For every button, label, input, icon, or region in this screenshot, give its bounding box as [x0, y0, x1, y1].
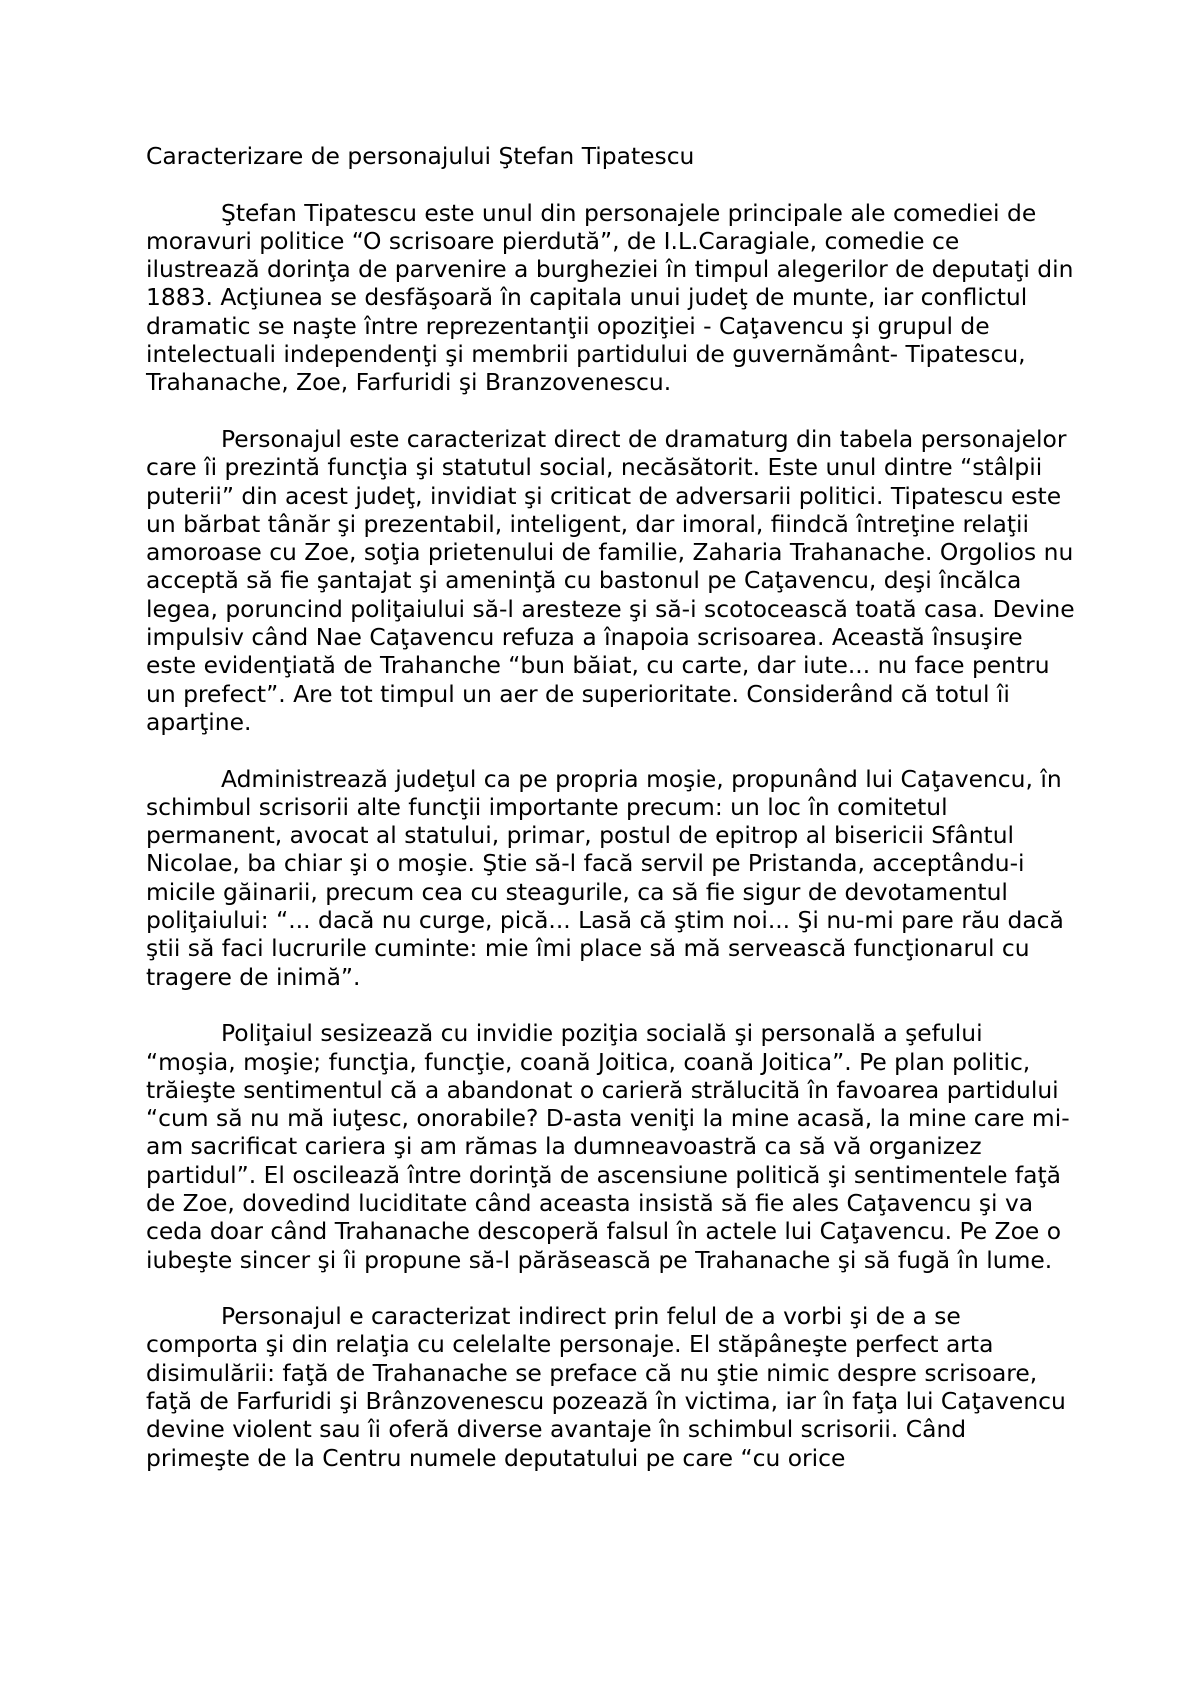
document-title: Caracterizare de personajului Ştefan Tipatescu	[146, 142, 695, 170]
paragraph-3: Administrează judeţul ca pe propria moşie, propunând lui Caţavencu, în schimbul scrisorii alte funcţii importante precum: un loc în comitetul permanent, avocat al statului, primar, postul de epitrop al bisericii Sfântul Nicolae, ba chiar şi o moşie. Ştie să-l facă servil pe Pristanda, acceptându-i micile găinarii, precum cea cu steagurile, ca să fie sigur de devotamentul poliţaiului: “... dacă nu curge, pică... Lasă că ştim noi... Şi nu-mi pare rău dacă ştii să faci lucrurile cuminte: mie îmi place să mă servească funcţionarul cu tragere de inimă”.	[146, 764, 1064, 991]
paragraph-4: Poliţaiul sesizează cu invidie poziţia socială şi personală a şefului “moşia, moşie; funcţia, funcţie, coană Joitica, coană Joitica”. Pe plan politic, trăieşte sentimentul că a abandonat o carieră strălucită în favoarea partidului “cum să nu mă iuţesc, onorabile? D-asta veniţi la mine acasă, la mine care mi-am sacrificat cariera şi am rămas la dumneavoastră ca să vă organizez partidul”. El oscilează între dorinţă de ascensiune politică şi sentimentele faţă de Zoe, dovedind luciditate când aceasta insistă să fie ales Caţavencu şi va ceda doar când Trahanache descoperă falsul în actele lui Caţavencu. Pe Zoe o iubeşte sincer şi îi propune să-l părăsească pe Trahanache şi să fugă în lume.	[146, 1019, 1070, 1274]
paragraph-1: Ştefan Tipatescu este unul din personajele principale ale comediei de moravuri politice “O scrisoare pierdută”, de I.L.Caragiale, comedie ce ilustrează dorinţa de parvenire a burgheziei în timpul alegerilor de deputaţi din 1883. Acţiunea se desfăşoară în capitala unui judeţ de munte, iar conflictul dramatic se naşte între reprezentanţii opoziţiei - Caţavencu şi grupul de intelectuali independenţi şi membrii partidului de guvernământ- Tipatescu, Trahanache, Zoe, Farfuridi şi Branzovenescu.	[146, 198, 1074, 397]
document-body	[146, 142, 1076, 1472]
paragraph-5: Personajul e caracterizat indirect prin felul de a vorbi şi de a se comporta şi din relaţia cu celelalte personaje. El stăpâneşte perfect arta disimulării: faţă de Trahanache se preface că nu ştie nimic despre scrisoare, faţă de Farfuridi şi Brânzovenescu pozează în victima, iar în faţa lui Caţavencu devine violent sau îi oferă diverse avantaje în schimbul scrisorii. Când primeşte de la Centru numele deputatului pe care “cu orice	[146, 1302, 1066, 1472]
paragraph-2: Personajul este caracterizat direct de dramaturg din tabela personajelor care îi prezintă funcţia şi statutul social, necăsătorit. Este unul dintre “stâlpii puterii” din acest judeţ, invidiat şi criticat de adversarii politici. Tipatescu este un bărbat tânăr şi prezentabil, inteligent, dar imoral, fiindcă întreţine relaţii amoroase cu Zoe, soţia prietenului de familie, Zaharia Trahanache. Orgolios nu acceptă să fie şantajat şi ameninţă cu bastonul pe Caţavencu, deşi încălca legea, poruncind poliţaiului să-l aresteze şi să-i scotocească toată casa. Devine impulsiv când Nae Caţavencu refuza a înapoia scrisoarea. Această însuşire este evidenţiată de Trahanche “bun băiat, cu carte, dar iute... nu face pentru un prefect”. Are tot timpul un aer de superioritate. Considerând că totul îi aparţine.	[146, 424, 1075, 736]
